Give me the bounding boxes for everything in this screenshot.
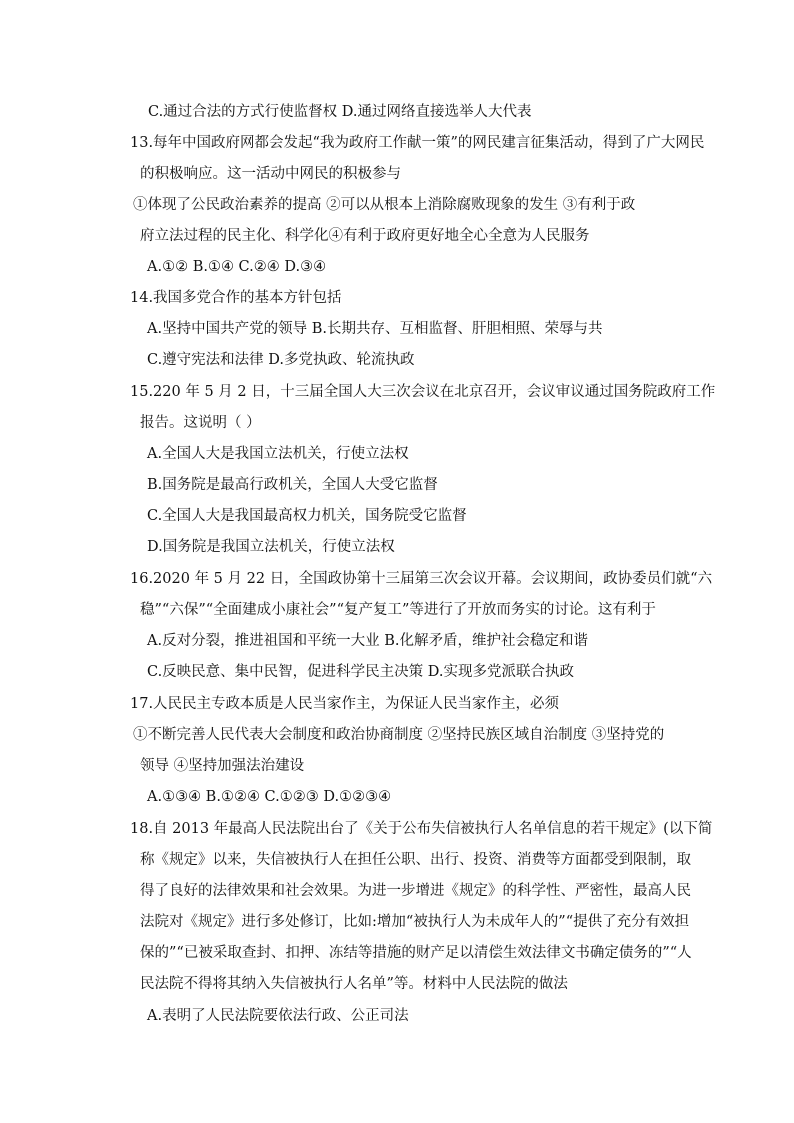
q17-items-line1: ①不断完善人民代表大会制度和政治协商制度 ②坚持民族区域自治制度 ③坚持党的 <box>133 727 665 743</box>
q18-stem-line5: 保的”“已被采取查封、扣押、冻结等措施的财产足以清偿生效法律文书确定债务的”“人 <box>140 945 692 961</box>
q15-stem-line1: 15.220 年 5 月 2 日，十三届全国人大三次会议在北京召开，会议审议通过国务院政府工作 <box>130 384 716 400</box>
q13-stem-line2: 的积极响应。这一活动中网民的积极参与 <box>140 166 401 182</box>
q17-items-line2: 领导 ④坚持加强法治建设 <box>140 758 305 774</box>
q18-option-a: A.表明了人民法院要依法行政、公正司法 <box>147 1008 409 1024</box>
q14-options-ab: A.坚持中国共产党的领导 B.长期共存、互相监督、肝胆相照、荣辱与共 <box>147 321 603 337</box>
q18-stem-line1: 18.自 2013 年最高人民法院出台了《关于公布失信被执行人名单信息的若干规定》(以下简 <box>130 821 713 837</box>
q15-stem-line2: 报告。这说明（ ） <box>140 415 261 431</box>
q13-stem-line1: 13.每年中国政府网都会发起“我为政府工作献一策”的网民建言征集活动，得到了广大网民 <box>130 135 705 151</box>
q18-stem-line2: 称《规定》以来，失信被执行人在担任公职、出行、投资、消费等方面都受到限制，取 <box>140 852 691 868</box>
q16-options-cd: C.反映民意、集中民智，促进科学民主决策 D.实现多党派联合执政 <box>147 664 575 680</box>
q15-option-a: A.全国人大是我国立法机关，行使立法权 <box>147 446 409 462</box>
q14-stem: 14.我国多党合作的基本方针包括 <box>130 290 342 306</box>
q16-stem-line1: 16.2020 年 5 月 22 日，全国政协第十三届第三次会议开幕。会议期间，政协委员们就“六 <box>130 571 713 587</box>
q18-stem-line6: 民法院不得将其纳入失信被执行人名单”等。材料中人民法院的做法 <box>140 976 568 992</box>
q14-options-cd: C.遵守宪法和法律 D.多党执政、轮流执政 <box>147 352 415 368</box>
q17-stem: 17.人民民主专政本质是人民当家作主，为保证人民当家作主，必须 <box>130 696 560 712</box>
q13-items-line1: ①体现了公民政治素养的提高 ②可以从根本上消除腐败现象的发生 ③有利于政 <box>133 197 636 213</box>
q16-options-ab: A.反对分裂，推进祖国和平统一大业 B.化解矛盾，维护社会稳定和谐 <box>147 633 588 649</box>
q15-option-b: B.国务院是最高行政机关，全国人大受它监督 <box>147 477 438 493</box>
q15-option-c: C.全国人大是我国最高权力机关，国务院受它监督 <box>147 508 467 524</box>
q13-items-line2: 府立法过程的民主化、科学化④有利于政府更好地全心全意为人民服务 <box>140 228 590 244</box>
q17-options: A.①③④ B.①②④ C.①②③ D.①②③④ <box>147 789 392 805</box>
q13-options: A.①② B.①④ C.②④ D.③④ <box>147 259 327 275</box>
q18-stem-line3: 得了良好的法律效果和社会效果。为进一步增进《规定》的科学性、严密性，最高人民 <box>140 883 691 899</box>
q16-stem-line2: 稳”“六保”“全面建成小康社会”“复产复工”等进行了开放而务实的讨论。这有利于 <box>140 602 656 618</box>
q12-options-cd: C.通过合法的方式行使监督权 D.通过网络直接选举人大代表 <box>148 104 532 120</box>
q15-option-d: D.国务院是我国立法机关，行使立法权 <box>147 539 395 555</box>
q18-stem-line4: 法院对《规定》进行多处修订，比如:增加“被执行人为未成年人的”“提供了充分有效担 <box>140 914 690 930</box>
